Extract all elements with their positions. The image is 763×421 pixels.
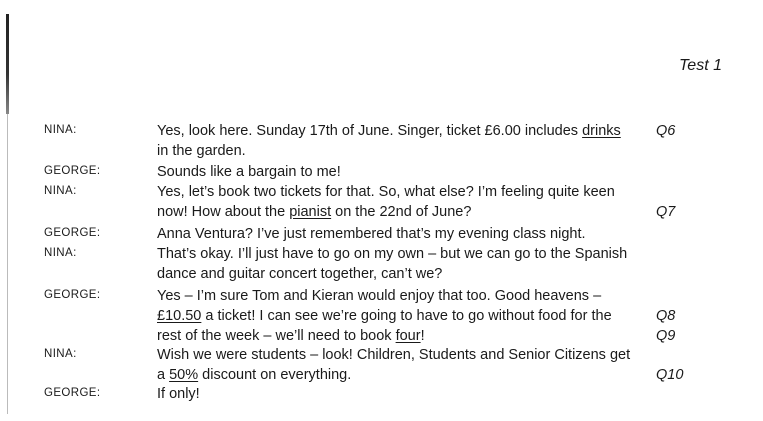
line-text: rest of the week – we’ll need to book	[157, 328, 396, 344]
speaker-label: NINA:	[44, 348, 77, 360]
line-text: Yes, look here. Sunday 17th of June. Singer, ticket £6.00 includes	[157, 123, 583, 139]
speaker-label: GEORGE:	[44, 165, 101, 177]
dialogue-line	[157, 286, 601, 306]
line-text: in the garden.	[157, 143, 246, 159]
scan-edge-line	[7, 114, 8, 414]
dialogue-line	[157, 244, 627, 264]
dialogue-line	[157, 306, 612, 326]
speaker-label: GEORGE:	[44, 227, 101, 239]
line-text: Yes – I’m sure Tom and Kieran would enjoy that too. Good heavens –	[157, 288, 602, 304]
line-text: Wish we were students – look! Children, Students and Senior Citizens get	[157, 347, 631, 363]
scan-edge-mark	[6, 14, 9, 114]
dialogue-line	[157, 141, 246, 161]
question-ref: Q6	[656, 123, 676, 139]
dialogue-line	[157, 365, 351, 385]
line-text: on the 22nd of June?	[331, 204, 472, 220]
dialogue-line	[157, 345, 630, 365]
line-text: now! How about the	[157, 204, 290, 220]
speaker-label: NINA:	[44, 185, 77, 197]
speaker-label: NINA:	[44, 247, 77, 259]
line-text: Sounds like a bargain to me!	[157, 164, 341, 180]
dialogue-line	[157, 264, 442, 284]
answer-underlined: pianist	[289, 204, 332, 220]
line-text: a	[157, 367, 170, 383]
answer-underlined: 50%	[169, 367, 199, 383]
answer-underlined: four	[395, 328, 421, 344]
line-text: discount on everything.	[198, 367, 352, 383]
test-label: Test 1	[679, 57, 722, 74]
question-ref: Q7	[656, 204, 676, 220]
answer-underlined: £10.50	[157, 308, 202, 324]
dialogue-line	[157, 121, 621, 141]
dialogue-line	[157, 202, 471, 222]
question-ref: Q10	[656, 367, 684, 383]
speaker-label: NINA:	[44, 124, 77, 136]
dialogue-line	[157, 162, 341, 182]
dialogue-line	[157, 326, 425, 346]
answer-underlined: drinks	[582, 123, 621, 139]
dialogue-line	[157, 182, 615, 202]
speaker-label: GEORGE:	[44, 289, 101, 301]
question-ref: Q9	[656, 328, 676, 344]
line-text: !	[420, 328, 425, 344]
line-text: dance and guitar concert together, can’t we?	[157, 266, 443, 282]
line-text: a ticket! I can see we’re going to have to go without food for the	[201, 308, 612, 324]
question-ref: Q8	[656, 308, 676, 324]
line-text: If only!	[157, 386, 200, 402]
speaker-label: GEORGE:	[44, 387, 101, 399]
line-text: Yes, let’s book two tickets for that. So, what else? I’m feeling quite keen	[157, 184, 615, 200]
line-text: Anna Ventura? I’ve just remembered that’s my evening class night.	[157, 226, 586, 242]
dialogue-line	[157, 384, 200, 404]
line-text: That’s okay. I’ll just have to go on my own – but we can go to the Spanish	[157, 246, 628, 262]
dialogue-line	[157, 224, 586, 244]
